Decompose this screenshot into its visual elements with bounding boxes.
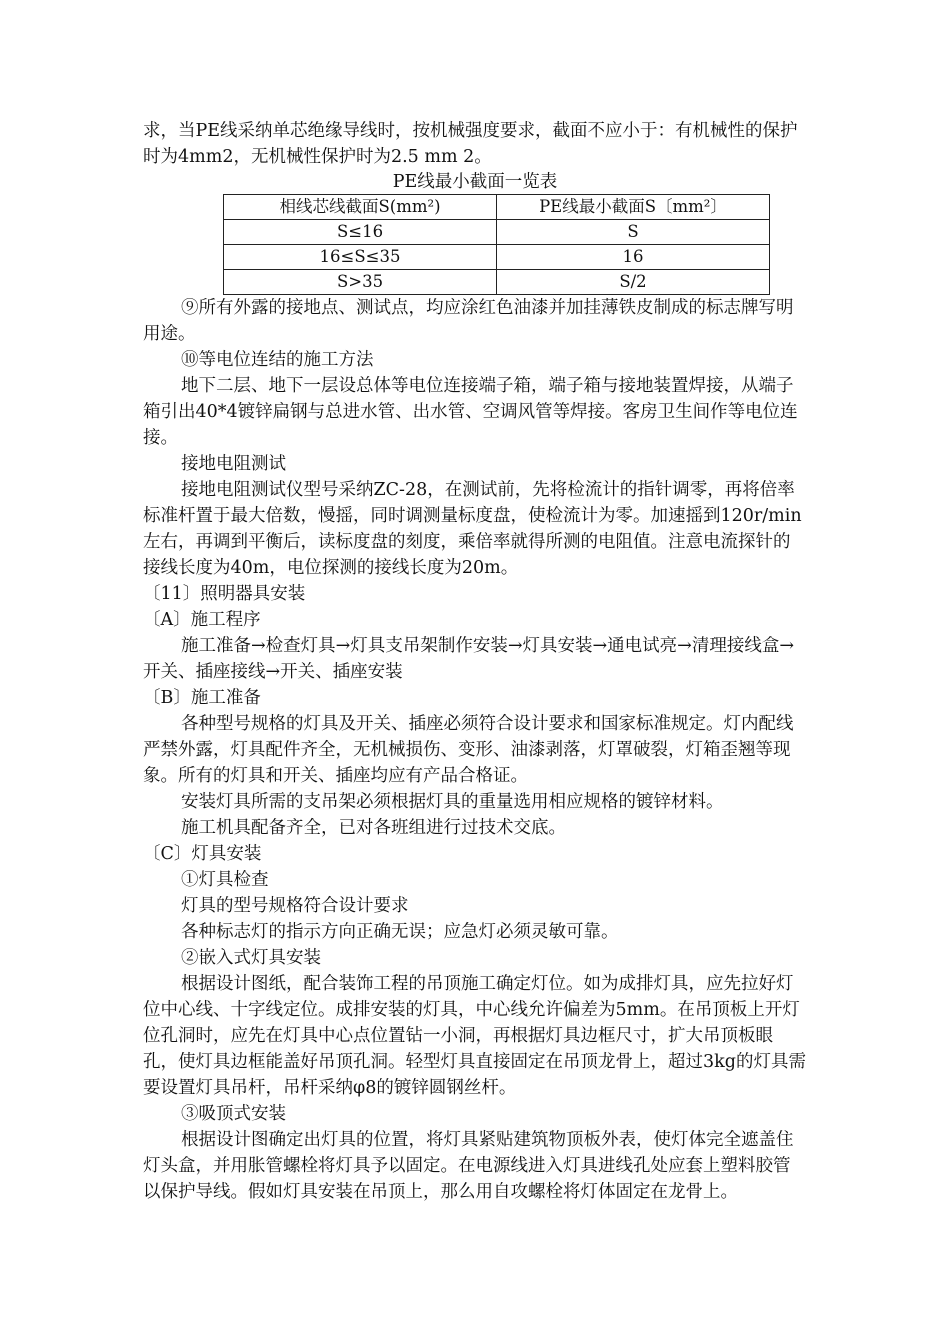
body-paragraph: ③吸顶式安装 (181, 1104, 286, 1124)
table-cell: S/2 (497, 270, 770, 295)
table-row (224, 270, 770, 295)
body-paragraph: ②嵌入式灯具安装 (181, 948, 321, 968)
pe-section-table (223, 194, 770, 295)
body-paragraph: 根据设计图确定出灯具的位置，将灯具紧贴建筑物顶板外表，使灯体完全遮盖住灯头盒，并用胀管螺栓将灯具予以固定。在电源线进入灯具进线孔处应套上塑料胶管以保护导线。假如灯具安装在吊顶上，那么用自攻螺栓将灯体固定在龙骨上。 (143, 1130, 794, 1202)
body-paragraph: 〔B〕施工准备 (143, 688, 261, 708)
table-row (224, 245, 770, 270)
body-paragraph: ⑩等电位连结的施工方法 (181, 350, 374, 370)
document-body (143, 118, 807, 1205)
table-header-cell: 相线芯线截面S(mm²) (224, 195, 497, 220)
body-paragraph: 接地电阻测试 (181, 454, 286, 474)
table-header-row (224, 195, 770, 220)
body-paragraph: 施工准备→检查灯具→灯具支吊架制作安装→灯具安装→通电试亮→清理接线盒→开关、插座接线→开关、插座安装 (143, 636, 794, 682)
table-row (224, 220, 770, 245)
body-paragraph: 施工机具配备齐全，已对各班组进行过技术交底。 (181, 818, 566, 838)
body-paragraph: 〔A〕施工程序 (143, 610, 261, 630)
body-paragraph: 各种型号规格的灯具及开关、插座必须符合设计要求和国家标准规定。灯内配线严禁外露，灯具配件齐全，无机械损伤、变形、油漆剥落，灯罩破裂，灯箱歪翘等现象。所有的灯具和开关、插座均应有产品合格证。 (143, 714, 794, 786)
body-paragraph: 接地电阻测试仪型号采纳ZC-28，在测试前，先将检流计的指针调零，再将倍率标准杆置于最大倍数，慢摇，同时调测量标度盘，使检流计为零。加速摇到120r/min左右，再调到平衡后，读标度盘的刻度，乘倍率就得所测的电阻值。注意电流探针的接线长度为40m，电位探测的接线长度为20m。 (143, 480, 802, 578)
table-header-cell: PE线最小截面S〔mm²〕 (497, 195, 770, 220)
table-cell: S≤16 (224, 220, 497, 245)
table-cell: S>35 (224, 270, 497, 295)
table-cell: 16 (497, 245, 770, 270)
table-cell: S (497, 220, 770, 245)
body-paragraph: ⑨所有外露的接地点、测试点，均应涂红色油漆并加挂薄铁皮制成的标志牌写明用途。 (143, 298, 794, 344)
body-paragraph: 根据设计图纸，配合装饰工程的吊顶施工确定灯位。如为成排灯具，应先拉好灯位中心线、十字线定位。成排安装的灯具，中心线允许偏差为5mm。在吊顶板上开灯位孔洞时，应先在灯具中心点位置钻一小洞，再根据灯具边框尺寸，扩大吊顶板眼孔，使灯具边框能盖好吊顶孔洞。轻型灯具直接固定在吊顶龙骨上，超过3kg的灯具需要设置灯具吊杆，吊杆采纳φ8的镀锌圆钢丝杆。 (143, 974, 806, 1098)
body-paragraph: 灯具的型号规格符合设计要求 (181, 896, 409, 916)
body-paragraph: ①灯具检查 (181, 870, 269, 890)
table-cell: 16≤S≤35 (224, 245, 497, 270)
body-paragraph: 各种标志灯的指示方向正确无误；应急灯必须灵敏可靠。 (181, 922, 619, 942)
body-paragraph: 〔C〕灯具安装 (143, 844, 262, 864)
body-paragraph: 地下二层、地下一层设总体等电位连接端子箱，端子箱与接地装置焊接，从端子箱引出40*4镀锌扁钢与总进水管、出水管、空调风管等焊接。客房卫生间作等电位连接。 (143, 376, 798, 448)
paragraph-list (143, 295, 807, 1205)
intro-paragraph: 求，当PE线采纳单芯绝缘导线时，按机械强度要求，截面不应小于：有机械性的保护时为4mm2，无机械性保护时为2.5 mm 2。 (143, 121, 798, 167)
body-paragraph: 安装灯具所需的支吊架必须根据灯具的重量选用相应规格的镀锌材料。 (181, 792, 724, 812)
body-paragraph: 〔11〕照明器具安装 (143, 584, 306, 604)
table-caption: PE线最小截面一览表 (392, 172, 558, 192)
